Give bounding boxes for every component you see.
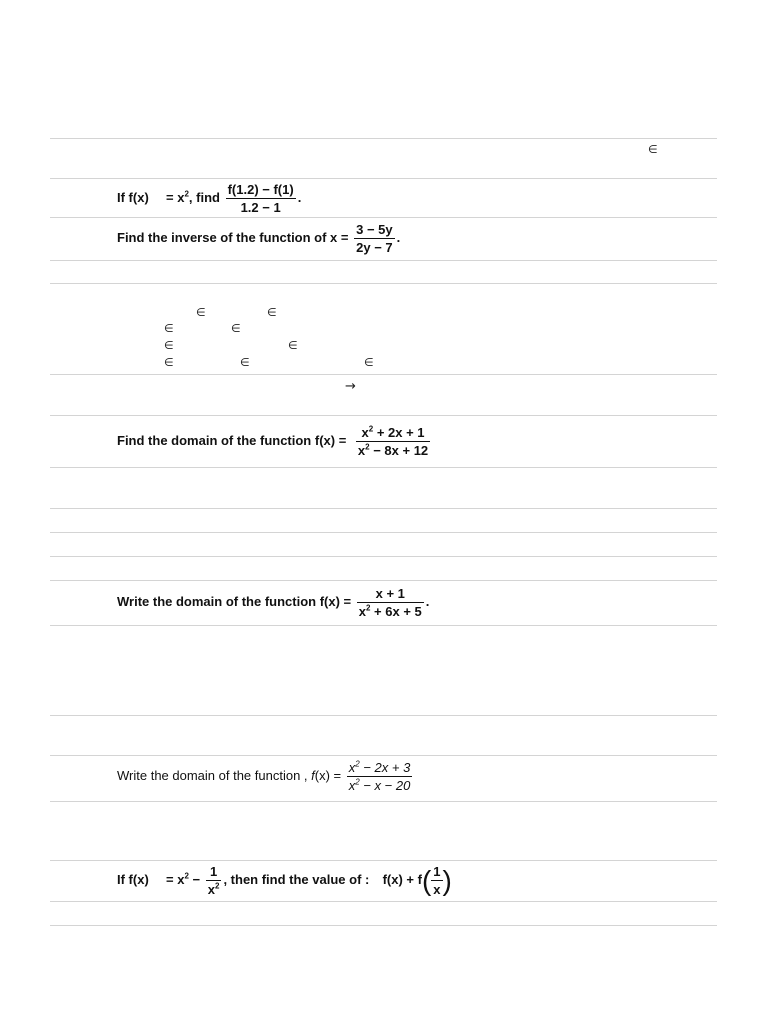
q1-exponent: 2 [184,189,189,199]
q4-den-var: x [358,604,366,619]
element-of-symbol: ∈ [364,356,374,369]
element-of-symbol: ∈ [164,356,174,369]
question-3 [117,425,432,458]
q6-then-find: , then find the value of : [223,871,370,887]
q1-equals: = x [166,189,185,205]
q4-suffix: . [425,593,430,609]
element-of-symbol: ∈ [288,339,298,352]
q3-den-rest: − 8x + 12 [369,443,429,458]
question-4 [117,586,429,619]
divider [50,138,717,139]
q5-num-exponent: 2 [355,759,360,769]
right-paren: ) [442,864,452,896]
q6-den-exponent: 2 [215,881,220,891]
q6-arg-fraction [431,864,442,897]
divider [50,801,717,802]
divider [50,715,717,716]
divider [50,217,717,218]
element-of-symbol: ∈ [196,306,206,319]
q6-arg-denominator: x [433,882,441,897]
q1-prefix: If f(x) [117,189,149,205]
divider [50,260,717,261]
q3-num-rest: + 2x + 1 [373,425,425,440]
element-of-symbol: ∈ [164,322,174,335]
divider [50,283,717,284]
question-2 [117,222,400,255]
q4-den-exponent: 2 [365,603,371,613]
left-paren: ( [421,864,432,896]
q1-find: , find [188,189,220,205]
divider [50,625,717,626]
q5-den-exponent: 2 [355,777,360,787]
divider [50,374,717,375]
q5-num-var: x [348,760,356,775]
element-of-symbol: ∈ [164,339,174,352]
q1-fraction [226,182,296,215]
element-of-symbol: ∈ [648,143,658,156]
q3-den-exponent: 2 [365,442,370,452]
divider [50,925,717,926]
q6-equals: = x [166,871,185,887]
q4-numerator: x + 1 [357,586,424,603]
q3-denominator [356,442,430,458]
q2-denominator: 2y − 7 [356,240,393,255]
q4-fraction [357,586,424,619]
q2-numerator: 3 − 5y [356,222,393,237]
q4-denominator [357,603,424,619]
q5-den-var: x [348,778,356,793]
q1-numerator: f(1.2) − f(1) [227,182,294,197]
element-of-symbol: ∈ [267,306,277,319]
divider [50,556,717,557]
q1-suffix: . [297,189,302,205]
divider [50,580,717,581]
divider [50,860,717,861]
question-5 [117,760,414,793]
q5-num-rest: − 2x + 3 [359,760,411,775]
divider [50,532,717,533]
q5-denominator [347,777,413,793]
divider [50,178,717,179]
q1-denominator: 1.2 − 1 [240,200,281,215]
q6-den-var: x [207,882,215,897]
divider [50,508,717,509]
q3-prefix: Find the domain of the function f(x) = [117,432,347,448]
q6-expression: f(x) + f [382,871,422,887]
q3-fraction [356,425,430,458]
q6-exponent: 2 [184,871,189,881]
q4-prefix: Write the domain of the function f(x) = [117,593,352,609]
q2-prefix: Find the inverse of the function of x = [117,229,349,245]
q6-prefix: If f(x) [117,871,149,887]
q4-den-rest: + 6x + 5 [370,604,422,619]
q6-inner-fraction [206,864,222,897]
divider [50,901,717,902]
question-1 [117,182,301,215]
question-6 [117,864,452,897]
q3-den-var: x [357,443,366,458]
divider [50,755,717,756]
divider [50,415,717,416]
element-of-symbol: ∈ [240,356,250,369]
q6-inner-numerator: 1 [206,864,222,881]
element-of-symbol: ∈ [231,322,241,335]
q3-numerator [356,425,430,442]
arrow-symbol: → [345,379,356,394]
q5-fraction [347,760,413,793]
q3-num-exponent: 2 [368,424,374,434]
q2-fraction [354,222,395,255]
q2-suffix: . [396,229,401,245]
divider [50,467,717,468]
q6-minus: − [192,871,201,887]
q6-arg-numerator: 1 [433,864,441,879]
q5-numerator [347,760,413,777]
q3-num-var: x [361,425,369,440]
q5-prefix: Write the domain of the function , [117,767,308,783]
q5-function-name: f [311,767,315,783]
q6-inner-denominator [206,881,222,897]
q5-function-args: (x) = [314,767,342,783]
q5-den-rest: − x − 20 [359,778,411,793]
